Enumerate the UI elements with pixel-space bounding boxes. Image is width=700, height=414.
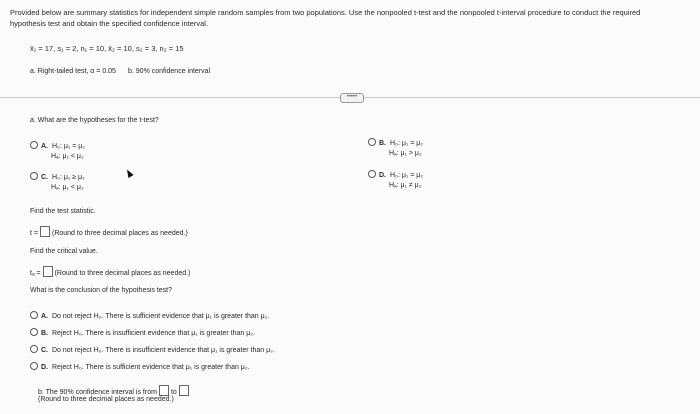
alternative-hypothesis: Hₐ: μ₁ > μ₂ — [389, 150, 422, 157]
test-statistic-row — [30, 226, 188, 237]
radio-button[interactable] — [368, 138, 376, 146]
radio-button[interactable] — [30, 345, 38, 353]
confidence-interval-label: b. The 90% confidence interval is from — [38, 389, 157, 396]
conclusion-option-a[interactable] — [30, 311, 269, 320]
critical-value-row — [30, 266, 190, 277]
option-text: Reject H₀. There is insufficient evidence that μ₁ is greater than μ₂. — [52, 330, 255, 337]
option-letter: A. — [41, 313, 48, 320]
test-statistic-prompt: Find the test statistic. — [30, 208, 96, 215]
test-statistic-input[interactable] — [40, 226, 50, 237]
alternative-hypothesis: Hₐ: μ₁ < μ₂ — [51, 153, 84, 160]
summary-statistics: x̄₁ = 17, s₁ = 2, n₁ = 10, x̄₂ = 10, s₂ = 3, n₂ = 15 — [30, 44, 184, 53]
conclusion-option-d[interactable] — [30, 362, 250, 371]
critical-value-input[interactable] — [43, 266, 53, 277]
test-statistic-prefix: t = — [30, 230, 38, 237]
null-hypothesis: H₀: μ₁ ≥ μ₂ — [52, 174, 85, 181]
option-text: Reject H₀. There is sufficient evidence that μ₁ is greater than μ₂. — [52, 364, 250, 371]
radio-button[interactable] — [30, 328, 38, 336]
expand-button[interactable]: ••••• — [340, 93, 364, 103]
part-a-label: a. Right-tailed test, α = 0.05 — [30, 68, 116, 75]
part-b-label: b. 90% confidence interval — [128, 68, 211, 75]
option-letter: C. — [41, 347, 48, 354]
interval-to-label: to — [170, 389, 177, 396]
option-text: Do not reject H₀. There is insufficient evidence that μ₁ is greater than μ₂. — [52, 347, 275, 354]
interval-upper-input[interactable] — [179, 385, 189, 396]
option-letter: D. — [41, 364, 48, 371]
interval-rounding-hint: (Round to three decimal places as needed.) — [38, 396, 174, 403]
critical-value-prompt: Find the critical value. — [30, 248, 98, 255]
option-letter: B. — [41, 330, 48, 337]
option-letter: D. — [379, 172, 386, 179]
question-hypotheses: a. What are the hypotheses for the t-test? — [30, 117, 159, 124]
null-hypothesis: H₀: μ₁ = μ₂ — [390, 172, 423, 179]
alternative-hypothesis: Hₐ: μ₁ ≠ μ₂ — [389, 182, 422, 189]
critical-value-prefix: tₐ = — [30, 270, 41, 277]
option-text: Do not reject H₀. There is sufficient evidence that μ₁ is greater than μ₂. — [52, 313, 270, 320]
interval-lower-input[interactable] — [159, 385, 169, 396]
conclusion-option-b[interactable] — [30, 328, 255, 337]
problem-intro-line2: hypothesis test and obtain the specified confidence interval. — [10, 19, 209, 28]
hypothesis-option-c[interactable] — [30, 172, 85, 193]
problem-intro-line1: Provided below are summary statistics for independent simple random samples from two populations. Use the nonpooled t-test and the nonpooled t-interval procedure to conduct the required — [10, 8, 641, 17]
hypothesis-option-b[interactable] — [368, 138, 423, 159]
option-letter: B. — [379, 140, 386, 147]
radio-button[interactable] — [30, 172, 38, 180]
alternative-hypothesis: Hₐ: μ₁ < μ₂ — [51, 184, 84, 191]
option-letter: A. — [41, 143, 48, 150]
radio-button[interactable] — [30, 362, 38, 370]
rounding-hint: (Round to three decimal places as needed.) — [54, 270, 191, 277]
radio-button[interactable] — [368, 170, 376, 178]
radio-button[interactable] — [30, 141, 38, 149]
hypothesis-option-d[interactable] — [368, 170, 423, 191]
radio-button[interactable] — [30, 311, 38, 319]
conclusion-option-c[interactable] — [30, 345, 275, 354]
null-hypothesis: H₀: μ₁ = μ₂ — [52, 143, 85, 150]
hypothesis-option-a[interactable] — [30, 141, 85, 162]
conclusion-prompt: What is the conclusion of the hypothesis test? — [30, 287, 173, 294]
confidence-interval-row — [38, 385, 191, 396]
null-hypothesis: H₀: μ₁ = μ₂ — [390, 140, 423, 147]
mouse-cursor-icon — [124, 168, 133, 178]
rounding-hint: (Round to three decimal places as needed.) — [51, 230, 188, 237]
option-letter: C. — [41, 174, 48, 181]
